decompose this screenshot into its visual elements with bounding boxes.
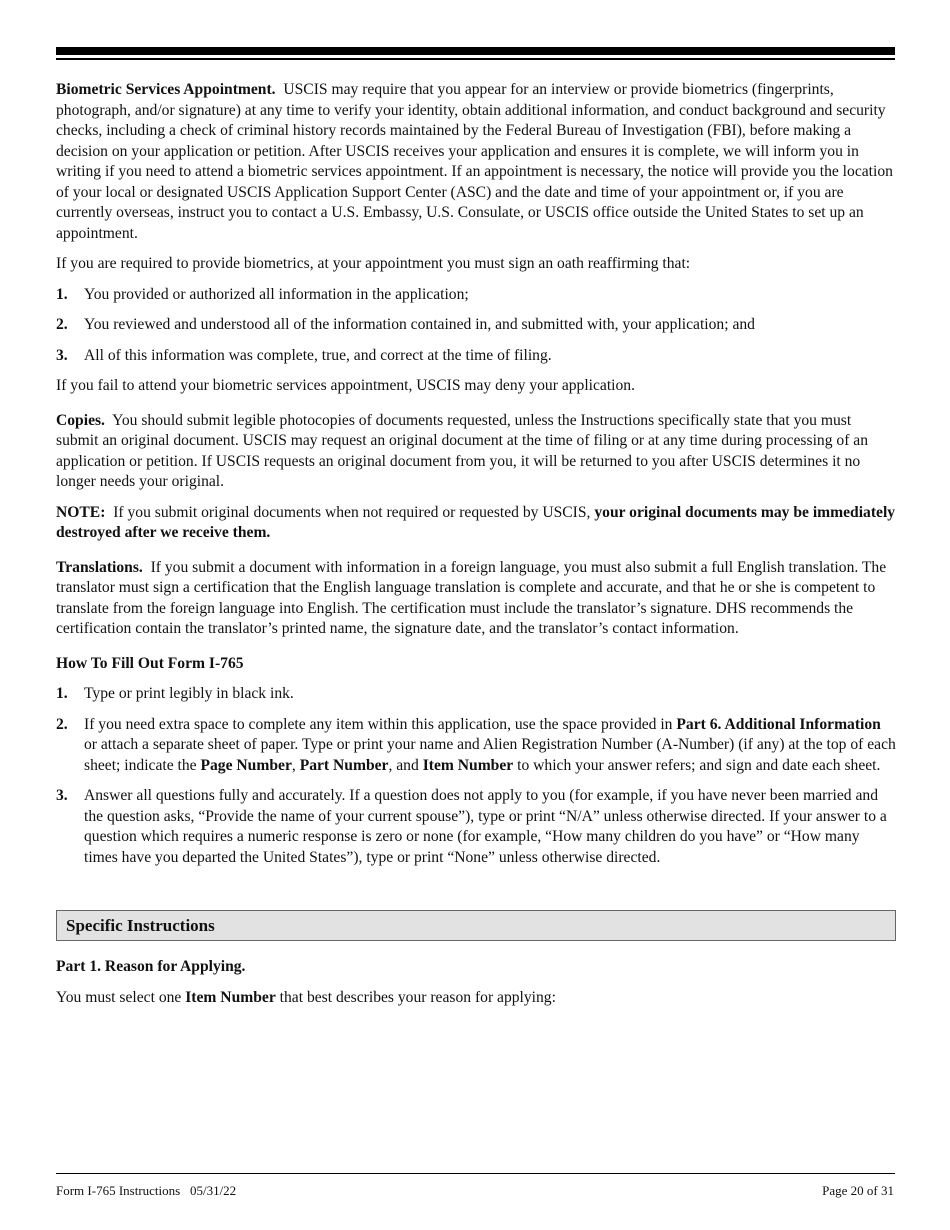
form-edition: Form I-765 Instructions 05/31/22 [56,1183,237,1198]
how-to-item-2-text-5: to which your answer refers; and sign and date each sheet. [517,756,881,774]
how-to-item-3 [56,786,896,868]
how-to-item-1-number: 1. [56,685,68,702]
oath-item-3-number: 3. [56,346,68,364]
how-to-heading: How To Fill Out Form I-765 [56,654,244,672]
how-to-item-1 [56,684,896,705]
oath-item-3 [56,346,896,367]
select-item-paragraph [56,988,896,1009]
how-to-item-2-text-4: , and [388,756,419,774]
biometrics-text: USCIS may require that you appear for an interview or provide biometrics (fingerprints, photograph, and/or signature) at any time to verify your identity, obtain additional information, and conduct background and security checks, including a check of criminal history records maintained by the Federal Bureau of Investigation (FBI), before making a decision on your application or petition. After USCIS receives your application and ensures it is complete, we will inform you in writing if you need to attend a biometric services appointment. If an appointment is necessary, the notice will provide you the location of your local or designated USCIS Application Support Center (ASC) and the date and time of your appointment or, if you are currently overseas, instruct you to contact a U.S. Embassy, U.S. Consulate, or USCIS office outside the United States to set up an appointment. [56,81,893,242]
how-to-item-2-text-2: or attach a separate sheet of paper. Type or print your name and Alien Registration Number (A-Number) (if any) at the top of each sheet; indicate the [84,736,896,774]
oath-intro: If you are required to provide biometrics, at your appointment you must sign an oath reaffirming that: [56,255,691,272]
select-text-2: that best describes your reason for applying: [279,988,556,1006]
copies-text: You should submit legible photocopies of documents requested, unless the Instructions specifically state that you must submit an original document. USCIS may request an original document at the time of filing or at any time during processing of an application or petition. If USCIS requests an original document from you, it will be returned to you after USCIS determines it no longer needs your original. [56,411,869,490]
translations-text: If you submit a document with information in a foreign language, you must also submit a full English translation. The translator must sign a certification that the English language translation is complete and accurate, and that he or she is competent to translate from the foreign language into English. The certification must include the translator’s signature. DHS recommends the certification contain the translator’s printed name, the signature date, and the translator’s contact information. [56,558,887,637]
biometrics-paragraph [56,80,896,244]
oath-item-1-text: You provided or authorized all information in the application; [84,285,469,303]
how-to-item-2-text-1: If you need extra space to complete any item within this application, use the space provided in [84,715,673,733]
note-text: If you submit original documents when not required or requested by USCIS, [113,503,591,521]
note-label: NOTE: [56,503,106,521]
oath-item-1-number: 1. [56,285,68,303]
fail-to-attend-text: If you fail to attend your biometric services appointment, USCIS may deny your application. [56,377,636,394]
page-content [56,80,896,1018]
top-rule-thin [56,58,895,60]
note-bold-text: your original documents may be immediately destroyed after we receive them. [56,503,896,541]
part-number-term: Part Number [299,756,389,774]
note-paragraph [56,503,896,544]
how-to-item-2-text-3: , [291,756,296,774]
oath-item-2-number: 2. [56,316,68,333]
oath-item-1 [56,285,896,306]
how-to-item-2-number: 2. [56,715,68,733]
select-item-number-term: Item Number [185,988,276,1006]
part-6-reference: Part 6. Additional Information [676,715,881,733]
translations-title: Translations. [56,558,143,576]
how-to-item-2 [56,715,896,777]
copies-paragraph [56,411,896,493]
biometrics-title: Biometric Services Appointment. [56,81,276,98]
part-1-heading: Part 1. Reason for Applying. [56,958,246,975]
footer-rule [56,1173,895,1174]
how-to-item-1-text: Type or print legibly in black ink. [84,685,294,702]
oath-item-2-text: You reviewed and understood all of the information contained in, and submitted with, your application; and [84,316,755,333]
copies-title: Copies. [56,411,105,429]
page-number: Page 20 of 31 [822,1183,894,1198]
oath-item-3-text: All of this information was complete, true, and correct at the time of filing. [84,346,552,364]
select-text-1: You must select one [56,988,182,1006]
top-rule-thick [56,47,895,55]
item-number-term: Item Number [422,756,514,774]
translations-paragraph [56,558,896,640]
oath-item-2 [56,315,896,336]
how-to-item-3-text: Answer all questions fully and accurately. If a question does not apply to you (for example, if you have never been married and the question asks, “Provide the name of your current spouse”), type or print “N/A” unless otherwise directed. If your answer to a question which requires a numeric response is zero or none (for example, “How many children do you have” or “How many times have you departed the United States”), type or print “None” unless otherwise directed. [84,787,887,866]
specific-instructions-banner: Specific Instructions [56,910,896,941]
page-number-term: Page Number [200,756,292,774]
how-to-item-3-number: 3. [56,787,68,804]
